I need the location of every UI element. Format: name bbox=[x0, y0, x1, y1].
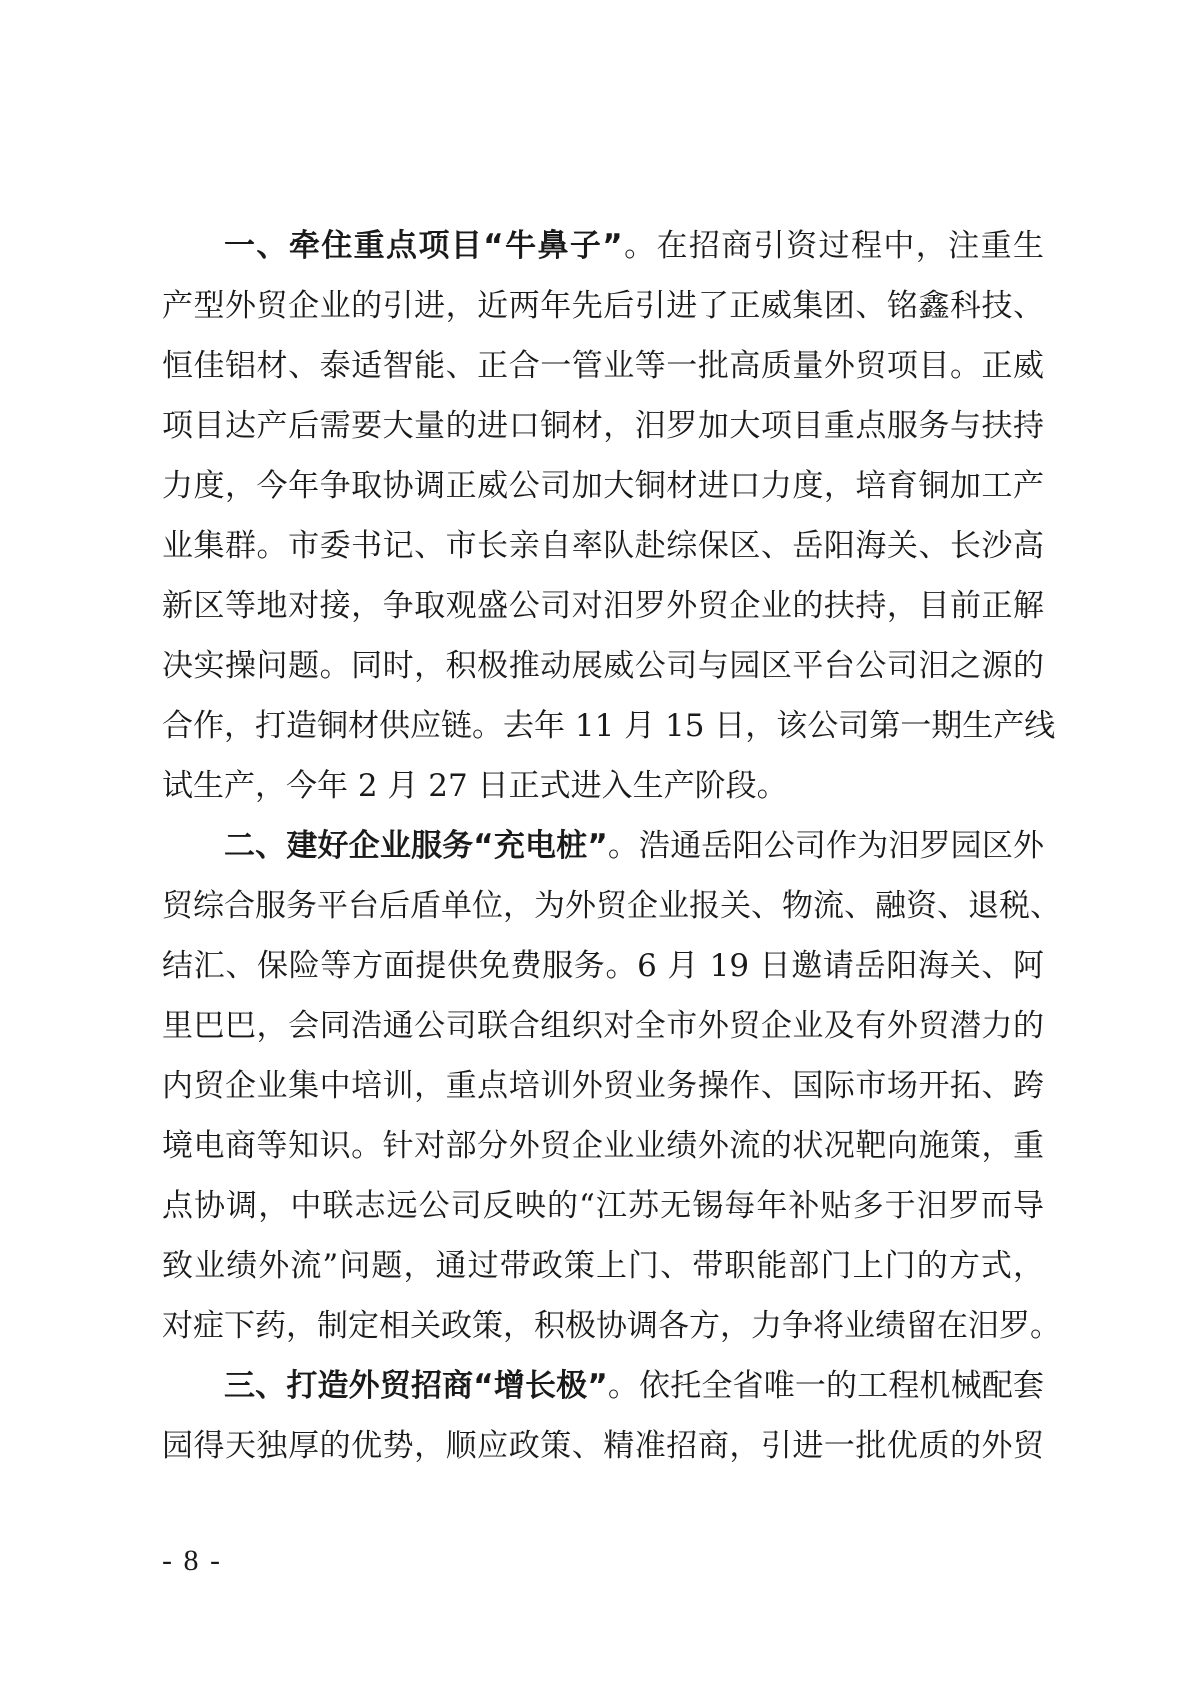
paragraph-1-line-8: 决实操问题。同时，积极推动展威公司与园区平台公司汨之源的 bbox=[162, 648, 1044, 684]
paragraph-2-line-2: 贸综合服务平台后盾单位，为外贸企业报关、物流、融资、退税、 bbox=[162, 888, 1061, 924]
paragraph-2-text: 。浩通岳阳公司作为汨罗园区外 bbox=[607, 828, 1045, 864]
paragraph-1-line-1 bbox=[162, 216, 1044, 276]
paragraph-3-text: 。依托全省唯一的工程机械配套 bbox=[607, 1368, 1045, 1404]
paragraph-2-line-4: 里巴巴，会同浩通公司联合组织对全市外贸企业及有外贸潜力的 bbox=[162, 1008, 1044, 1044]
paragraph-1-line-6: 业集群。市委书记、市长亲自率队赴综保区、岳阳海关、长沙高 bbox=[162, 528, 1044, 564]
page-number: - 8 - bbox=[162, 1544, 222, 1577]
paragraph-3-heading: 三、打造外贸招商“增长极” bbox=[224, 1368, 608, 1404]
paragraph-2-line-7: 点协调，中联志远公司反映的“江苏无锡每年补贴多于汨罗而导 bbox=[162, 1188, 1044, 1224]
paragraph-2-heading: 二、建好企业服务“充电桩” bbox=[224, 828, 608, 864]
paragraph-2-line-8: 致业绩外流”问题，通过带政策上门、带职能部门上门的方式， bbox=[162, 1248, 1044, 1284]
paragraph-1-text: 。在招商引资过程中，注重生 bbox=[622, 228, 1045, 264]
paragraph-2-line-5: 内贸企业集中培训，重点培训外贸业务操作、国际市场开拓、跨 bbox=[162, 1068, 1044, 1104]
paragraph-1-line-2: 产型外贸企业的引进，近两年先后引进了正威集团、铭鑫科技、 bbox=[162, 288, 1044, 324]
paragraph-1-line-4: 项目达产后需要大量的进口铜材，汨罗加大项目重点服务与扶持 bbox=[162, 408, 1044, 444]
paragraph-2-line-9: 对症下药，制定相关政策，积极协调各方，力争将业绩留在汨罗。 bbox=[162, 1308, 1061, 1344]
paragraph-1-line-5: 力度，今年争取协调正威公司加大铜材进口力度，培育铜加工产 bbox=[162, 468, 1044, 504]
paragraph-1-line-10: 试生产，今年 2 月 27 日正式进入生产阶段。 bbox=[162, 768, 788, 804]
paragraph-3-line-1 bbox=[162, 1356, 1044, 1416]
paragraph-2-line-1 bbox=[162, 816, 1044, 876]
paragraph-1-line-3: 恒佳铝材、泰适智能、正合一管业等一批高质量外贸项目。正威 bbox=[162, 348, 1044, 384]
paragraph-1-heading: 一、牵住重点项目“牛鼻子” bbox=[224, 228, 623, 264]
paragraph-1-line-9: 合作，打造铜材供应链。去年 11 月 15 日，该公司第一期生产线 bbox=[162, 708, 1056, 744]
paragraph-2-line-3: 结汇、保险等方面提供免费服务。6 月 19 日邀请岳阳海关、阿 bbox=[162, 948, 1044, 984]
paragraph-1-line-7: 新区等地对接，争取观盛公司对汨罗外贸企业的扶持，目前正解 bbox=[162, 588, 1044, 624]
paragraph-3-line-2: 园得天独厚的优势，顺应政策、精准招商，引进一批优质的外贸 bbox=[162, 1428, 1044, 1464]
paragraph-2-line-6: 境电商等知识。针对部分外贸企业业绩外流的状况靶向施策，重 bbox=[162, 1128, 1044, 1164]
document-body bbox=[162, 216, 1061, 1476]
